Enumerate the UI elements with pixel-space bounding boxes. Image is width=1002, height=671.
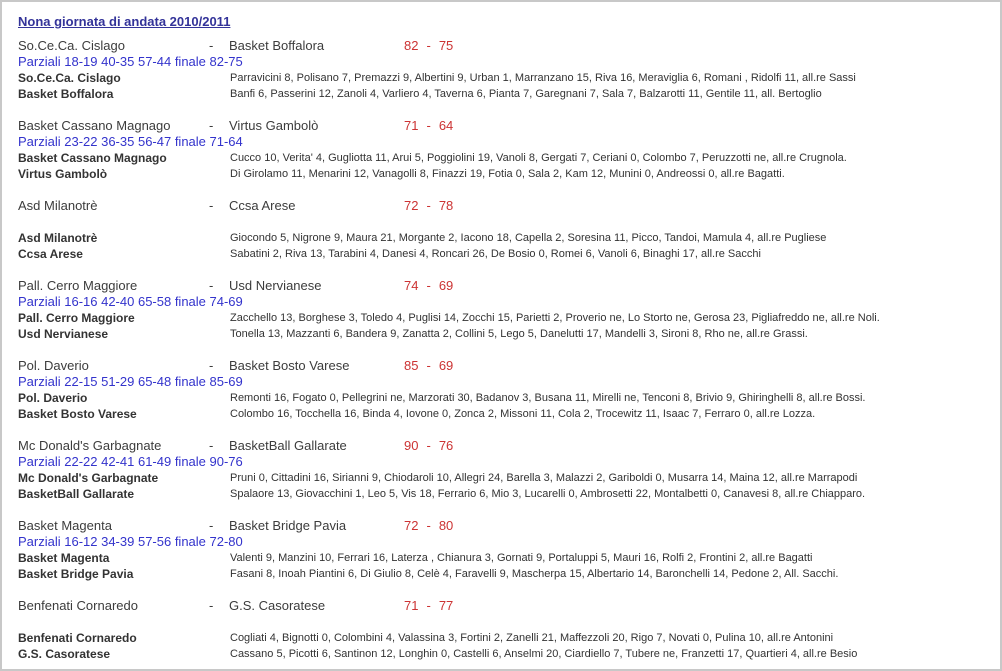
away-team-label: Usd Nervianese: [18, 327, 109, 341]
teams-separator-dash: -: [209, 598, 214, 613]
away-roster-row: [2, 566, 1000, 582]
partial-scores: Parziali 23-22 36-35 56-47 finale 71-64: [18, 134, 243, 149]
home-roster-row: [2, 150, 1000, 166]
away-players-list: Di Girolamo 11, Menarini 12, Vanagolli 8, Finazzi 19, Fotia 0, Sala 2, Kam 12, Munini 0, Andreossi 0, all.re Bagatti.: [230, 168, 785, 180]
away-team-name: Basket Bridge Pavia: [229, 518, 347, 533]
away-team-name: Basket Boffalora: [229, 38, 325, 53]
away-roster-row: [2, 646, 1000, 662]
away-team-name: Usd Nervianese: [229, 278, 322, 293]
home-team-name: Mc Donald's Garbagnate: [18, 438, 162, 453]
game-result: [2, 198, 1000, 262]
game-result: [2, 518, 1000, 582]
away-roster-row: [2, 166, 1000, 182]
home-team-label: Pall. Cerro Maggiore: [18, 311, 135, 325]
home-team-name: So.Ce.Ca. Cislago: [18, 38, 125, 53]
away-roster-row: [2, 246, 1000, 262]
home-team-label: So.Ce.Ca. Cislago: [18, 71, 121, 85]
away-team-label: BasketBall Gallarate: [18, 487, 135, 501]
away-team-label: Basket Bosto Varese: [18, 407, 137, 421]
home-roster-row: [2, 470, 1000, 486]
home-score: 85: [404, 358, 419, 373]
away-score: 77: [438, 598, 454, 613]
home-team-name: Pall. Cerro Maggiore: [18, 278, 138, 293]
teams-separator-dash: -: [209, 518, 214, 533]
home-players-list: Cogliati 4, Bignotti 0, Colombini 4, Valassina 3, Fortini 2, Zanelli 21, Maffezzoli 20, Rigo 7, Novati 0, Pulina 10, all.re Antonini: [230, 632, 834, 644]
home-team-label: Asd Milanotrè: [18, 231, 98, 245]
score-separator-dash: -: [426, 518, 431, 533]
game-result: [2, 598, 1000, 662]
home-score: 72: [404, 518, 419, 533]
match-header-row: [2, 118, 1000, 134]
away-players-list: Tonella 13, Mazzanti 6, Bandera 9, Zanatta 2, Collini 5, Lego 5, Danelutti 17, Mandelli 3, Sironi 8, Rho ne, all.re Grassi.: [230, 328, 808, 340]
home-team-label: Pol. Daverio: [18, 391, 88, 405]
away-score: 75: [438, 38, 454, 53]
match-header-row: [2, 198, 1000, 214]
away-players-list: Fasani 8, Inoah Piantini 6, Di Giulio 8, Celè 4, Faravelli 9, Mascherpa 15, Albertario 14, Baronchelli 14, Pedone 2, All. Sacchi.: [230, 568, 839, 580]
home-team-label: Basket Cassano Magnago: [18, 151, 167, 165]
final-score: [404, 38, 1000, 54]
final-score: [404, 278, 1000, 294]
away-players-list: Spalaore 13, Giovacchini 1, Leo 5, Vis 18, Ferrario 6, Mio 3, Lucarelli 0, Ambrosetti 22, Montalbetti 0, Canavesi 8, all.re Chiapparo.: [230, 488, 866, 500]
final-score: [404, 358, 1000, 374]
away-players-list: Sabatini 2, Riva 13, Tarabini 4, Danesi 4, Roncari 26, De Bosio 0, Romei 6, Vanoli 6, Binaghi 17, all.re Sacchi: [230, 248, 761, 260]
away-team-name: Basket Bosto Varese: [229, 358, 350, 373]
away-score: 64: [438, 118, 454, 133]
home-score: 72: [404, 198, 419, 213]
home-roster-row: [2, 390, 1000, 406]
away-team-name: Ccsa Arese: [229, 198, 296, 213]
home-team-name: Asd Milanotrè: [18, 198, 98, 213]
away-roster-row: [2, 406, 1000, 422]
home-roster-row: [2, 310, 1000, 326]
teams-separator-dash: -: [209, 38, 214, 53]
score-separator-dash: -: [426, 278, 431, 293]
home-team-name: Basket Magenta: [18, 518, 112, 533]
away-team-label: G.S. Casoratese: [18, 647, 111, 661]
match-header-row: [2, 518, 1000, 534]
matchday-title-link[interactable]: Nona giornata di andata 2010/2011: [18, 14, 231, 29]
away-score: 69: [438, 358, 454, 373]
partial-scores: [2, 214, 1000, 230]
score-separator-dash: -: [426, 198, 431, 213]
game-result: [2, 278, 1000, 342]
away-score: 80: [438, 518, 454, 533]
teams-separator-dash: -: [209, 198, 214, 213]
home-players-list: Cucco 10, Verita' 4, Gugliotta 11, Arui 5, Poggiolini 19, Vanoli 8, Gergati 7, Ceriani 0, Colombo 7, Peruzzotti ne, all.re Crugnola.: [230, 152, 847, 164]
home-players-list: Pruni 0, Cittadini 16, Sirianni 9, Chiodaroli 10, Allegri 24, Barella 3, Malazzi 2, Gariboldi 0, Musarra 14, Maina 12, all.re Marrapodi: [230, 472, 858, 484]
away-players-list: Banfi 6, Passerini 12, Zanoli 4, Varliero 4, Taverna 6, Pianta 7, Garegnani 7, Sala 7, Balzarotti 11, Gentile 11, all. Bertoglio: [230, 88, 822, 100]
home-players-list: Remonti 16, Fogato 0, Pellegrini ne, Marzorati 30, Badanov 3, Busana 11, Mirelli ne, Tenconi 8, Brivio 9, Ghiringhelli 8, all.re Bossi.: [230, 392, 866, 404]
partial-scores: Parziali 22-15 51-29 65-48 finale 85-69: [18, 374, 243, 389]
away-team-label: Ccsa Arese: [18, 247, 83, 261]
match-header-row: [2, 598, 1000, 614]
home-players-list: Parravicini 8, Polisano 7, Premazzi 9, Albertini 9, Urban 1, Marranzano 15, Riva 16, Meraviglia 6, Romani , Ridolfi 11, all.re Sassi: [230, 72, 856, 84]
away-score: 78: [438, 198, 454, 213]
away-players-list: Cassano 5, Picotti 6, Santinon 12, Longhin 0, Castelli 6, Anselmi 20, Ciardiello 7, Tubere ne, Franzetti 17, Quartieri 4, all.re Besio: [230, 648, 858, 660]
away-players-list: Colombo 16, Tocchella 16, Binda 4, Iovone 0, Zonca 2, Missoni 11, Cola 2, Trocewitz 11, Isaac 7, Ferraro 0, all.re Lozza.: [230, 408, 816, 420]
home-team-label: Benfenati Cornaredo: [18, 631, 137, 645]
home-roster-row: [2, 230, 1000, 246]
home-players-list: Valenti 9, Manzini 10, Ferrari 16, Laterza , Chianura 3, Gornati 9, Portaluppi 5, Mauri 16, Rolfi 2, Frontini 2, all.re Bagatti: [230, 552, 813, 564]
away-team-name: G.S. Casoratese: [229, 598, 326, 613]
final-score: [404, 118, 1000, 134]
partial-scores: Parziali 22-22 42-41 61-49 finale 90-76: [18, 454, 243, 469]
match-header-row: [2, 278, 1000, 294]
teams-separator-dash: -: [209, 118, 214, 133]
home-score: 71: [404, 598, 419, 613]
partial-scores: Parziali 18-19 40-35 57-44 finale 82-75: [18, 54, 243, 69]
home-team-name: Benfenati Cornaredo: [18, 598, 138, 613]
final-score: [404, 438, 1000, 454]
home-team-name: Pol. Daverio: [18, 358, 89, 373]
game-result: [2, 438, 1000, 502]
away-team-label: Virtus Gambolò: [18, 167, 108, 181]
home-score: 71: [404, 118, 419, 133]
away-team-label: Basket Boffalora: [18, 87, 114, 101]
match-header-row: [2, 38, 1000, 54]
away-team-name: Virtus Gambolò: [229, 118, 319, 133]
partial-scores: [2, 614, 1000, 630]
teams-separator-dash: -: [209, 438, 214, 453]
score-separator-dash: -: [426, 358, 431, 373]
partial-scores: Parziali 16-12 34-39 57-56 finale 72-80: [18, 534, 243, 549]
home-score: 90: [404, 438, 419, 453]
score-separator-dash: -: [426, 438, 431, 453]
away-score: 76: [438, 438, 454, 453]
partial-scores: Parziali 16-16 42-40 65-58 finale 74-69: [18, 294, 243, 309]
match-header-row: [2, 438, 1000, 454]
home-players-list: Zacchello 13, Borghese 3, Toledo 4, Puglisi 14, Zocchi 15, Parietti 2, Proverio ne, Lo Storto ne, Gerosa 23, Pigliafreddo ne, all.re Noli.: [230, 312, 880, 324]
final-score: [404, 198, 1000, 214]
away-score: 69: [438, 278, 454, 293]
score-separator-dash: -: [426, 118, 431, 133]
home-roster-row: [2, 550, 1000, 566]
home-score: 82: [404, 38, 419, 53]
home-team-label: Basket Magenta: [18, 551, 110, 565]
final-score: [404, 518, 1000, 534]
away-team-name: BasketBall Gallarate: [229, 438, 347, 453]
away-roster-row: [2, 486, 1000, 502]
teams-separator-dash: -: [209, 358, 214, 373]
game-result: [2, 38, 1000, 102]
home-score: 74: [404, 278, 419, 293]
teams-separator-dash: -: [209, 278, 214, 293]
home-players-list: Giocondo 5, Nigrone 9, Maura 21, Morgante 2, Iacono 18, Capella 2, Soresina 11, Picco, Tandoi, Mamula 4, all.re Pugliese: [230, 232, 827, 244]
score-separator-dash: -: [426, 598, 431, 613]
score-separator-dash: -: [426, 38, 431, 53]
home-roster-row: [2, 630, 1000, 646]
match-header-row: [2, 358, 1000, 374]
home-roster-row: [2, 70, 1000, 86]
game-result: [2, 118, 1000, 182]
away-roster-row: [2, 326, 1000, 342]
home-team-name: Basket Cassano Magnago: [18, 118, 171, 133]
final-score: [404, 598, 1000, 614]
game-result: [2, 358, 1000, 422]
away-roster-row: [2, 86, 1000, 102]
away-team-label: Basket Bridge Pavia: [18, 567, 134, 581]
home-team-label: Mc Donald's Garbagnate: [18, 471, 159, 485]
